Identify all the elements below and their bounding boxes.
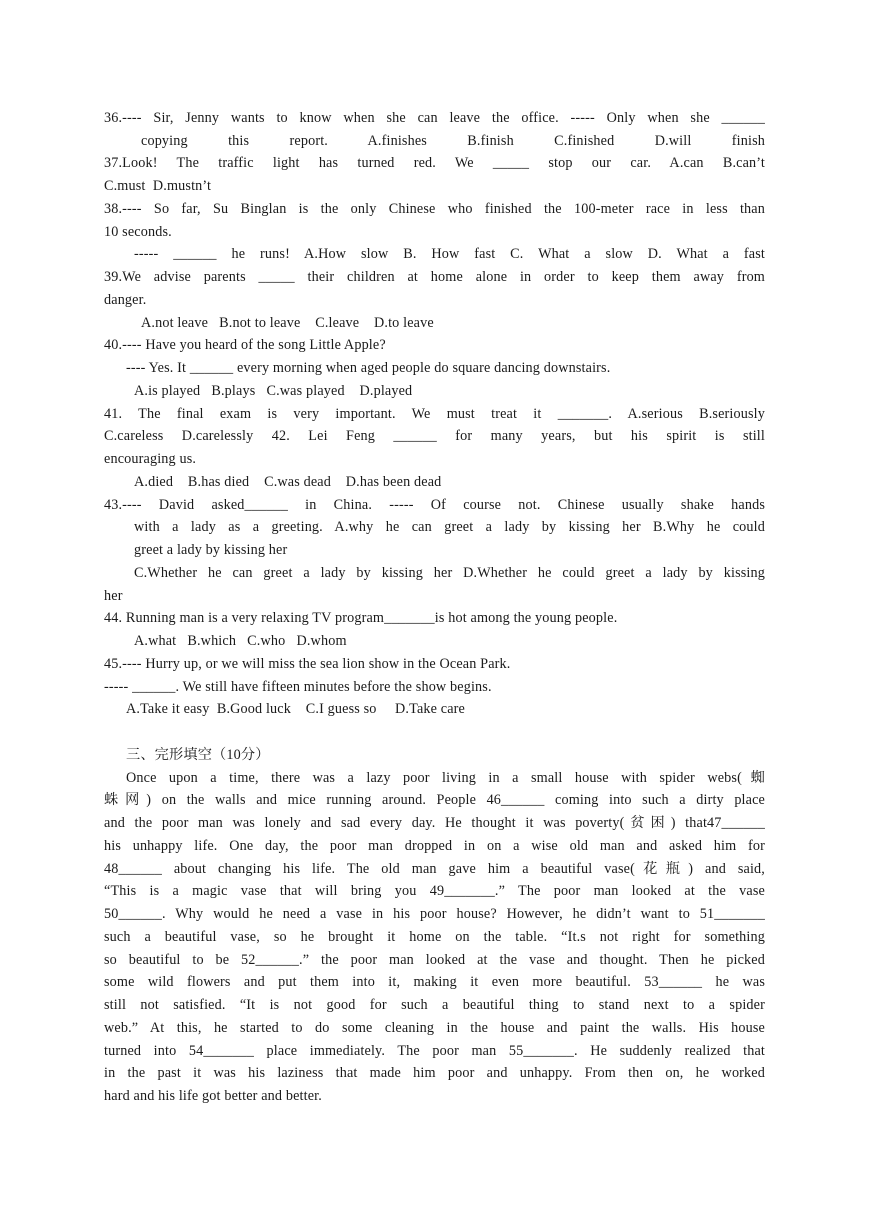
q37-options: C.must D.mustn’t [104,178,212,194]
q40-line: 40.---- Have you heard of the song Little Apple? [104,337,386,353]
passage-line-10: some wild flowers and put them into it, making it even more beautiful. 53______ he was [104,974,765,990]
passage-line-9: so beautiful to be 52______.” the poor man looked at the vase and thought. Then he picked [104,952,765,968]
q43-options-b-cont: greet a lady by kissing her [134,542,288,558]
passage-line-3: and the poor man was lonely and sad every day. He thought it was poverty(贫困) that47______ [104,815,765,831]
passage-line-14: in the past it was his laziness that made him poor and unhappy. From then on, he worked [104,1065,765,1081]
passage-line-5: 48______ about changing his life. The old man gave him a beautiful vase(花瓶) and said, [104,861,765,877]
q41-line: 41. The final exam is very important. We must treat it _______. A.serious B.seriously [104,406,765,422]
q43-line: 43.---- David asked______ in China. ----- Of course not. Chinese usually shake hands [104,497,765,513]
q45-line: 45.---- Hurry up, or we will miss the sea lion show in the Ocean Park. [104,656,511,672]
q38-line: 38.---- So far, Su Binglan is the only Chinese who finished the 100-meter race in less than [104,201,765,217]
q40-options: A.is played B.plays C.was played D.played [134,383,413,399]
q43-options-a-b: with a lady as a greeting. A.why he can greet a lady by kissing her B.Why he could [134,519,765,535]
q42-options: A.died B.has died C.was dead D.has been dead [134,474,442,490]
q45-answer-line: ----- ______. We still have fifteen minutes before the show begins. [104,679,492,695]
q40-answer-line: ---- Yes. It ______ every morning when aged people do square dancing downstairs. [126,360,611,376]
passage-line-12: web.” At this, he started to do some cleaning in the house and paint the walls. His house [104,1020,765,1036]
q36-line: 36.---- Sir, Jenny wants to know when she can leave the office. ----- Only when she ______ [104,110,765,126]
passage-line-8: such a beautiful vase, so he brought it home on the table. “It.s not right for something [104,929,765,945]
passage-line-2: 蛛网) on the walls and mice running around. People 46______ coming into such a dirty place [104,792,765,808]
q38-options: ----- ______ he runs! A.How slow B. How fast C. What a slow D. What a fast [134,246,765,262]
passage-line-13: turned into 54_______ place immediately. The poor man 55_______. He suddenly realized that [104,1043,765,1059]
q39-line: 39.We advise parents _____ their children at home alone in order to keep them away from [104,269,765,285]
q44-options: A.what B.which C.who D.whom [134,633,347,649]
passage-line-7: 50______. Why would he need a vase in his poor house? However, he didn’t want to 51_______ [104,906,765,922]
passage-line-6: “This is a magic vase that will bring you 49_______.” The poor man looked at the vase [104,883,765,899]
section-heading-cloze: 三、完形填空（10分） [126,747,270,763]
q42-line-cont: encouraging us. [104,451,197,467]
q36-options: copying this report. A.finishes B.finish C.finished D.will finish [141,133,765,149]
q37-line: 37.Look! The traffic light has turned red. We _____ stop our car. A.can B.can’t [104,155,765,171]
q41-q42-line: C.careless D.carelessly 42. Lei Feng ______ for many years, but his spirit is still [104,428,765,444]
passage-line-4: his unhappy life. One day, the poor man dropped in on a wise old man and asked him for [104,838,765,854]
q44-line: 44. Running man is a very relaxing TV program_______is hot among the young people. [104,610,618,626]
q45-options: A.Take it easy B.Good luck C.I guess so D.Take care [126,701,466,717]
q39-line-cont: danger. [104,292,147,308]
passage-line-11: still not satisfied. “It is not good for such a beautiful thing to stand next to a spider [104,997,765,1013]
q39-options: A.not leave B.not to leave C.leave D.to leave [141,315,434,331]
q43-options-d-cont: her [104,588,123,604]
q38-line-cont: 10 seconds. [104,224,172,240]
passage-line-1: Once upon a time, there was a lazy poor living in a small house with spider webs(蜘 [126,770,765,786]
q43-options-c-d: C.Whether he can greet a lady by kissing her D.Whether he could greet a lady by kissing [134,565,765,581]
passage-line-15: hard and his life got better and better. [104,1088,322,1104]
